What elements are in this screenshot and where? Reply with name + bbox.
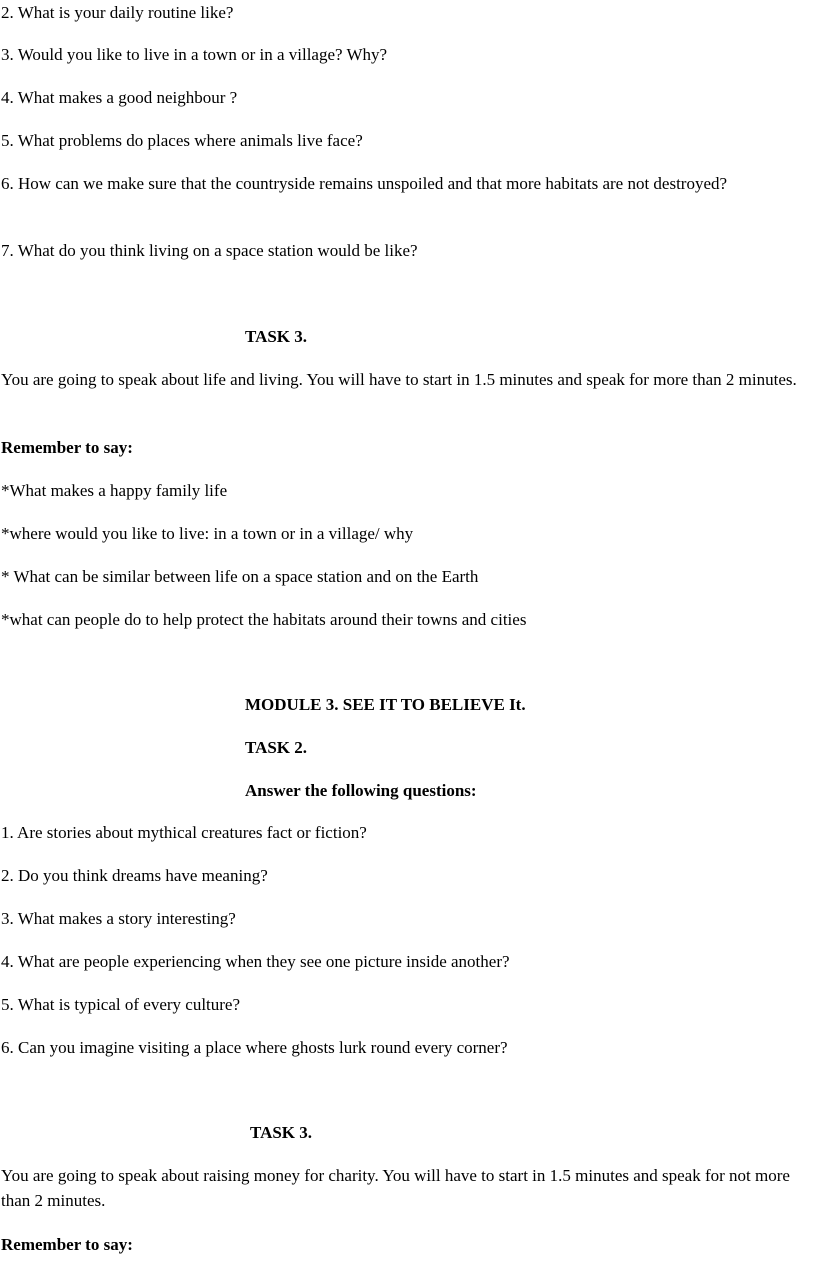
- module3-title: MODULE 3. SEE IT TO BELIEVE It.: [245, 695, 526, 714]
- question-7: 7. What do you think living on a space station would be like?: [1, 241, 418, 260]
- module3-task2-heading: TASK 2.: [245, 738, 308, 757]
- point-protect-habitats: *what can people do to help protect the habitats around their towns and cities: [1, 610, 527, 629]
- question-2: 2. What is your daily routine like?: [1, 3, 234, 22]
- module3-task3-heading: TASK 3.: [250, 1123, 313, 1142]
- module3-task3-instruction: You are going to speak about raising money for charity. You will have to start in 1.5 minutes and speak for not more than 2 minutes.: [1, 1166, 790, 1210]
- module3-question-3: 3. What makes a story interesting?: [1, 909, 236, 928]
- task3-heading: TASK 3.: [245, 327, 308, 346]
- question-4: 4. What makes a good neighbour ?: [1, 88, 238, 107]
- module3-question-1: 1. Are stories about mythical creatures fact or fiction?: [1, 823, 367, 842]
- question-6: 6. How can we make sure that the countryside remains unspoiled and that more habitats are not destroyed?: [1, 174, 728, 193]
- question-3: 3. Would you like to live in a town or in a village? Why?: [1, 45, 388, 64]
- module3-task2-instruction: Answer the following questions:: [245, 781, 477, 800]
- remember-label: Remember to say:: [1, 438, 133, 457]
- module3-question-5: 5. What is typical of every culture?: [1, 995, 241, 1014]
- point-town-or-village: *where would you like to live: in a town or in a village/ why: [1, 524, 414, 543]
- point-happy-family: *What makes a happy family life: [1, 481, 228, 500]
- task3-instruction: You are going to speak about life and living. You will have to start in 1.5 minutes and speak for more than 2 minutes.: [1, 370, 797, 389]
- module3-question-2: 2. Do you think dreams have meaning?: [1, 866, 268, 885]
- module3-question-6: 6. Can you imagine visiting a place where ghosts lurk round every corner?: [1, 1038, 508, 1057]
- module3-question-4: 4. What are people experiencing when they see one picture inside another?: [1, 952, 510, 971]
- module3-remember-label: Remember to say:: [1, 1235, 133, 1254]
- point-space-station: * What can be similar between life on a space station and on the Earth: [1, 567, 479, 586]
- question-5: 5. What problems do places where animals live face?: [1, 131, 363, 150]
